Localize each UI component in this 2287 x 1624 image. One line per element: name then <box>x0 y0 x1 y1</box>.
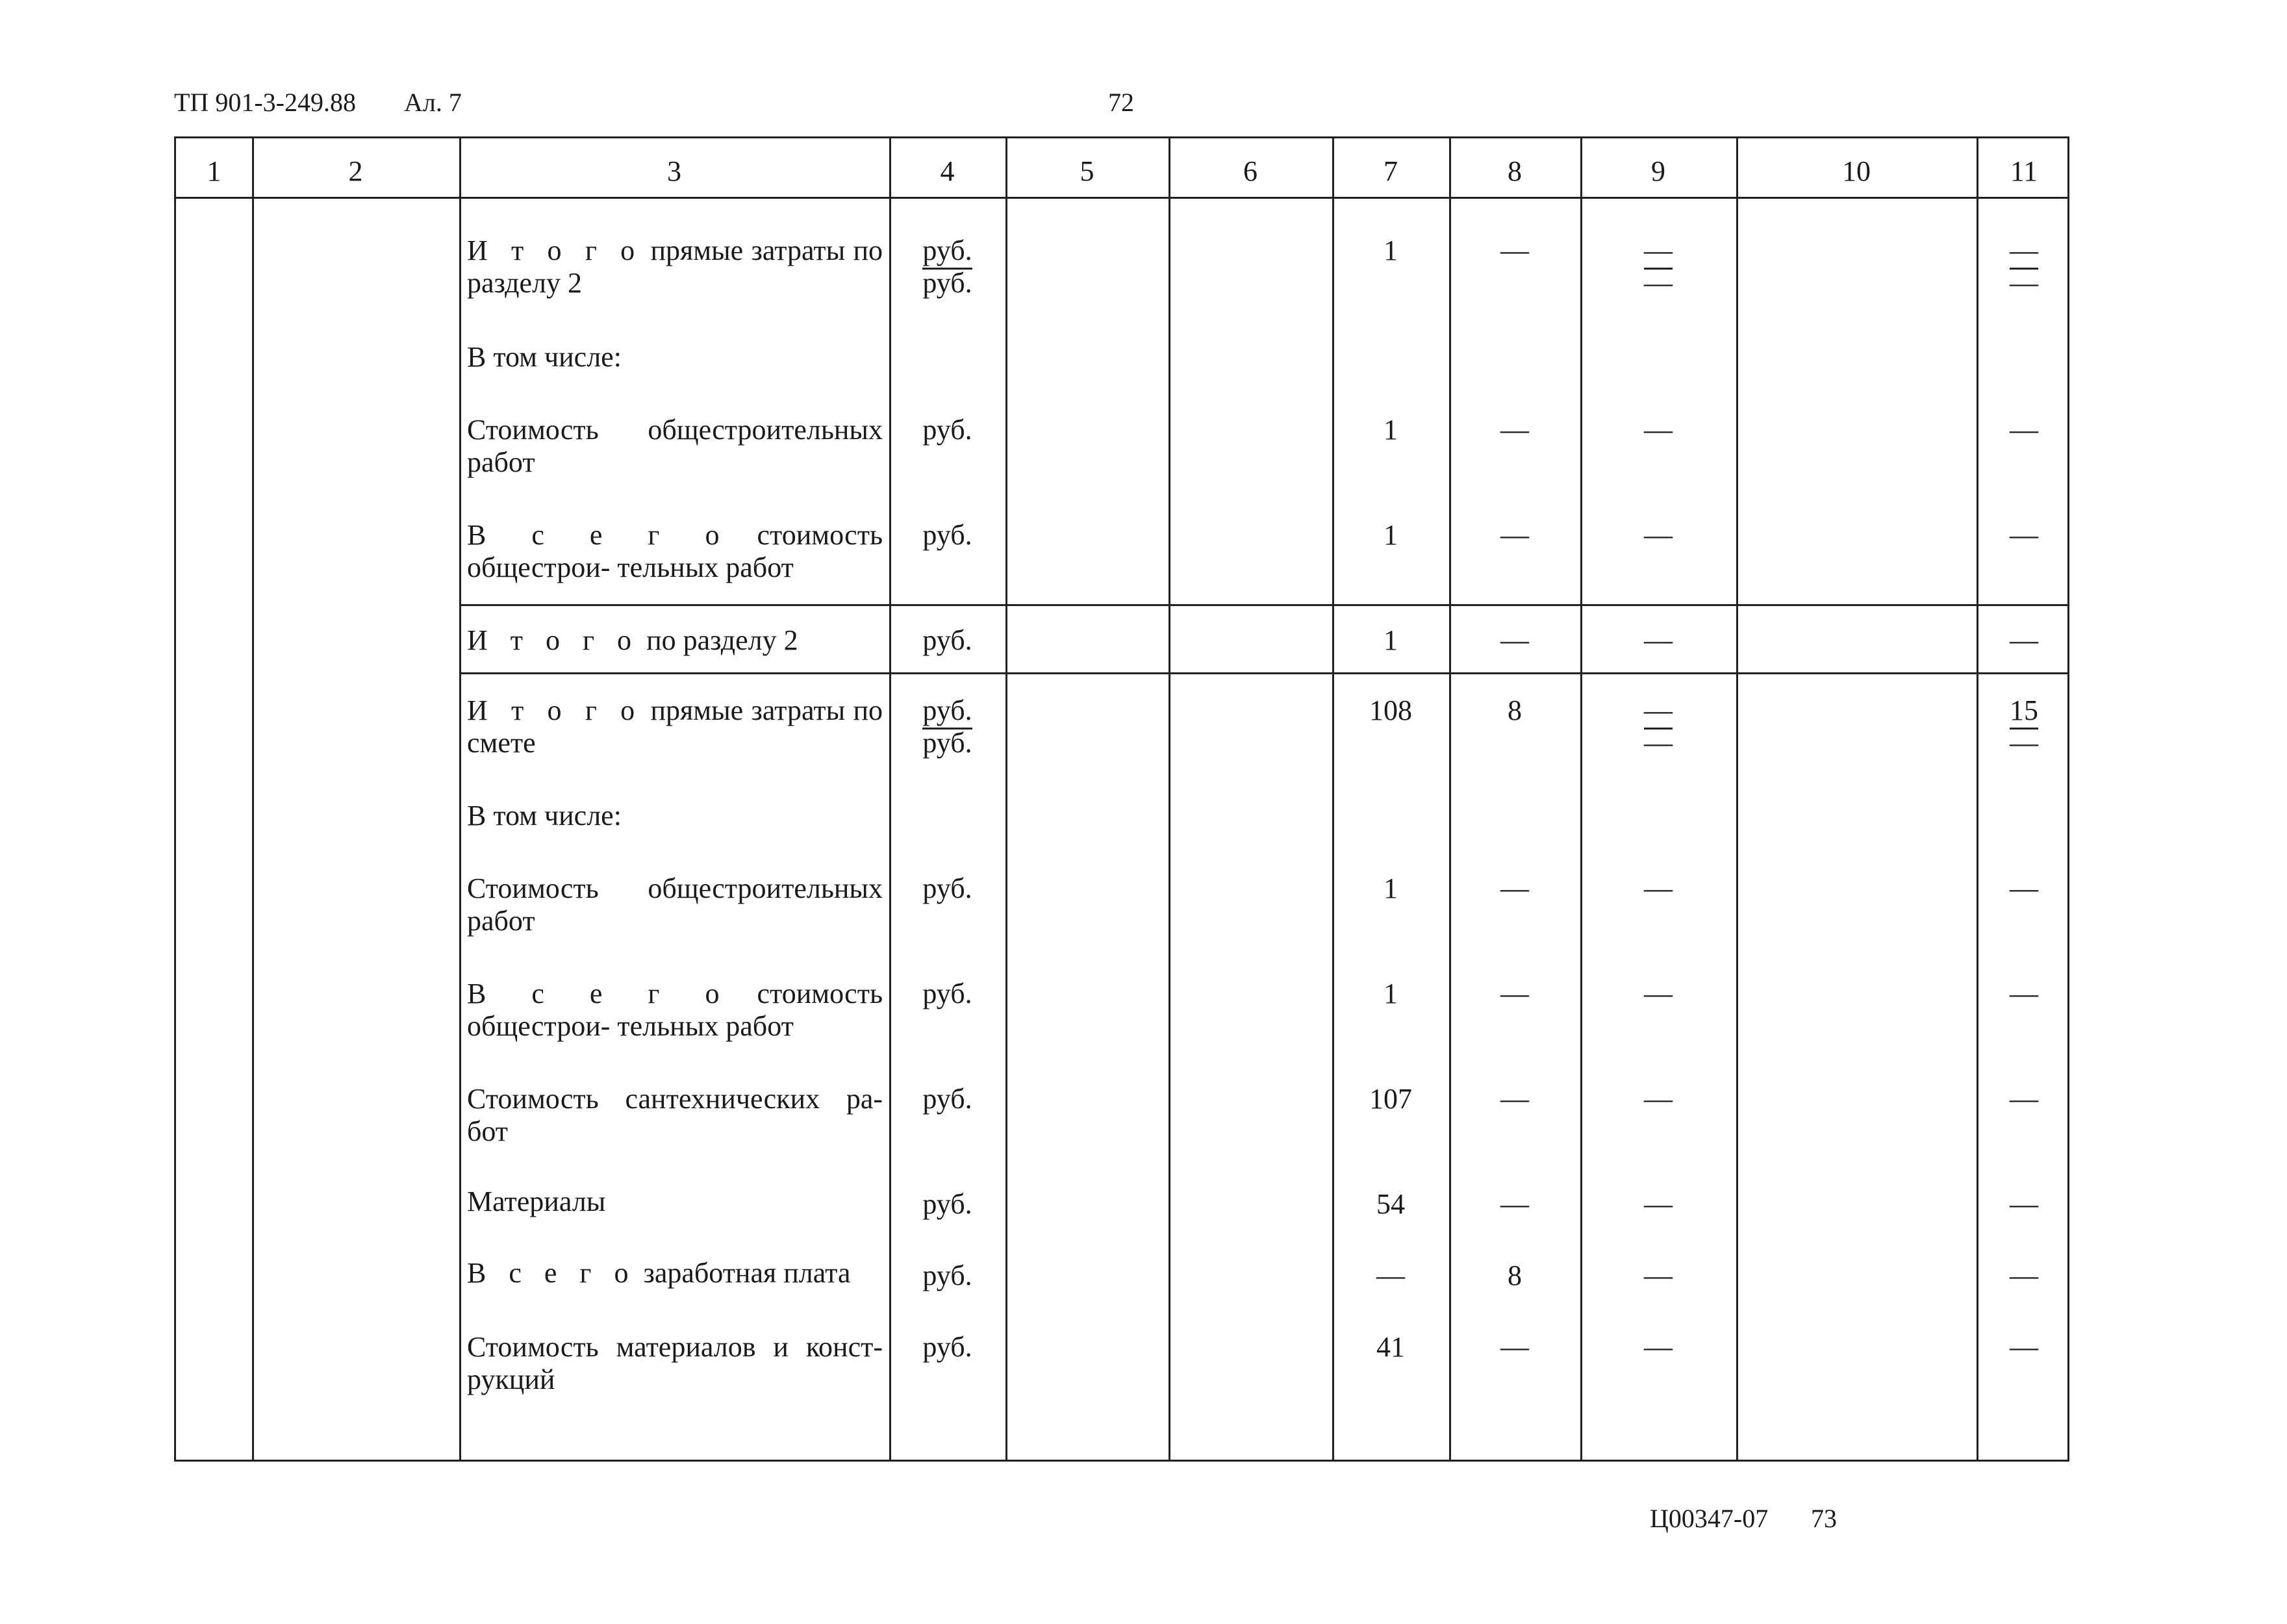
cell-col9: — <box>1644 414 1673 446</box>
column-number: 6 <box>1243 155 1257 187</box>
cell-col8: — <box>1500 624 1529 656</box>
cell-col11-fraction: — — <box>2010 235 2038 299</box>
cell-col9-fraction: — — <box>1644 235 1673 299</box>
row-label: В с е г о стоимость общестрои- тельных работ <box>467 978 883 1042</box>
unit: руб. <box>922 1188 972 1220</box>
cell-col7: 1 <box>1384 414 1398 446</box>
unit: руб. <box>922 872 972 904</box>
column-number: 2 <box>348 155 363 187</box>
cell-col11: — <box>2010 978 2038 1009</box>
cell-col8: — <box>1500 872 1529 904</box>
unit: руб. <box>922 978 972 1009</box>
unit: руб. <box>922 414 972 446</box>
column-number: 3 <box>667 155 681 187</box>
cell-col11: — <box>2010 872 2038 904</box>
cell-col8: 8 <box>1508 1260 1522 1291</box>
cell-col9: — <box>1644 872 1673 904</box>
footer-page: 73 <box>1811 1504 1837 1533</box>
unit: руб. <box>922 1331 972 1363</box>
column-number: 7 <box>1384 155 1398 187</box>
cell-col7: 1 <box>1384 519 1398 551</box>
cell-col11: — <box>2010 519 2038 551</box>
cell-col7: 41 <box>1376 1331 1405 1363</box>
row-label: И т о г о прямые затраты по смете <box>467 694 883 759</box>
cell-col8: 8 <box>1508 694 1522 726</box>
row-label: И т о г о прямые затраты по разделу 2 <box>467 235 883 299</box>
row-label: Стоимость общестроительных работ <box>467 872 883 937</box>
row-label: В с е г о заработная плата <box>467 1257 851 1289</box>
cell-col8: — <box>1500 519 1529 551</box>
unit: руб. <box>922 1083 972 1115</box>
column-number: 11 <box>2010 155 2038 187</box>
estimate-table <box>174 136 2069 1462</box>
cell-col11: — <box>2010 1260 2038 1291</box>
album-number: Ал. 7 <box>404 88 462 117</box>
document-code: ТП 901-3-249.88 <box>174 88 356 117</box>
cell-col9: — <box>1644 1083 1673 1115</box>
row-label: Стоимость сантехнических ра- бот <box>467 1083 883 1147</box>
cell-col9: — <box>1644 1331 1673 1363</box>
row-label: Материалы <box>467 1186 606 1217</box>
cell-col7: 1 <box>1384 235 1398 266</box>
column-number: 8 <box>1508 155 1522 187</box>
cell-col7: 1 <box>1384 872 1398 904</box>
row-label: И т о г о по разделу 2 <box>467 624 798 656</box>
cell-col8: — <box>1500 414 1529 446</box>
cell-col11: — <box>2010 624 2038 656</box>
cell-col8: — <box>1500 235 1529 266</box>
unit: руб. <box>922 624 972 656</box>
page-number: 72 <box>1108 88 1134 117</box>
cell-col9: — <box>1644 519 1673 551</box>
cell-col7: 107 <box>1369 1083 1412 1115</box>
row-label: В том числе: <box>467 341 622 373</box>
cell-col9: — <box>1644 978 1673 1009</box>
unit: руб. <box>922 1260 972 1291</box>
column-number: 5 <box>1080 155 1094 187</box>
column-number: 9 <box>1651 155 1665 187</box>
cell-col7: — <box>1376 1260 1405 1291</box>
row-label: Стоимость общестроительных работ <box>467 414 883 478</box>
column-number: 4 <box>940 155 955 187</box>
cell-col7: 1 <box>1384 978 1398 1009</box>
row-label: Стоимость материалов и конст- рукций <box>467 1331 883 1395</box>
cell-col8: — <box>1500 978 1529 1009</box>
cell-col11: — <box>2010 1083 2038 1115</box>
row-label: В с е г о стоимость общестрои- тельных работ <box>467 519 883 583</box>
cell-col8: — <box>1500 1188 1529 1220</box>
cell-col7: 1 <box>1384 624 1398 656</box>
cell-col8: — <box>1500 1331 1529 1363</box>
column-number: 10 <box>1842 155 1871 187</box>
column-number: 1 <box>207 155 221 187</box>
cell-col9-fraction: — — <box>1644 694 1673 759</box>
unit-fraction: руб. руб. <box>922 235 972 299</box>
cell-col11: — <box>2010 414 2038 446</box>
cell-col9: — <box>1644 1188 1673 1220</box>
cell-col7: 108 <box>1369 694 1412 726</box>
cell-col7: 54 <box>1376 1188 1405 1220</box>
row-label: В том числе: <box>467 800 622 831</box>
unit: руб. <box>922 519 972 551</box>
cell-col11: — <box>2010 1331 2038 1363</box>
cell-col11: — <box>2010 1188 2038 1220</box>
cell-col9: — <box>1644 1260 1673 1291</box>
cell-col9: — <box>1644 624 1673 656</box>
unit-fraction: руб. руб. <box>922 694 972 759</box>
cell-col8: — <box>1500 1083 1529 1115</box>
footer-code: Ц00347-07 <box>1650 1504 1769 1533</box>
cell-col11-fraction: 15 — <box>2010 694 2038 759</box>
